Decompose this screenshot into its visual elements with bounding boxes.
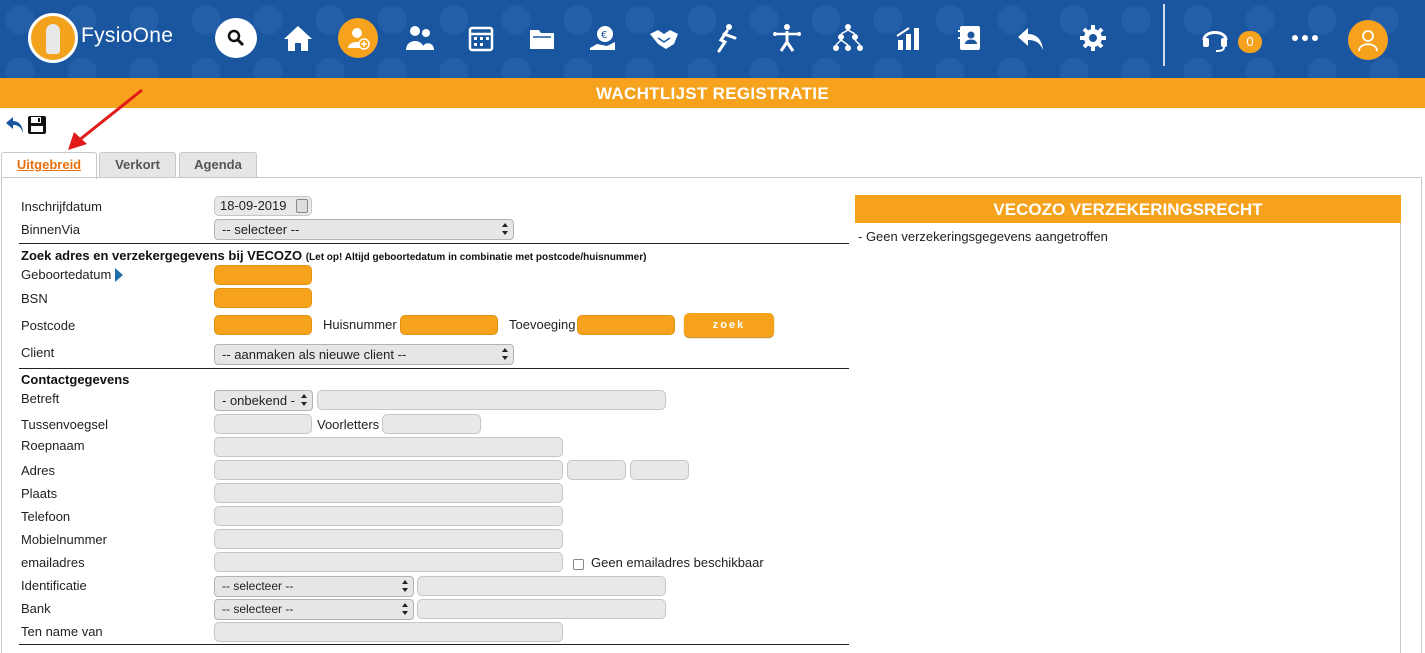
select-arrows-icon bbox=[301, 394, 307, 406]
chart-icon[interactable] bbox=[888, 18, 930, 58]
nav-divider bbox=[1163, 4, 1165, 66]
binnenvia-label: BinnenVia bbox=[21, 222, 81, 237]
identificatie-nummer-input[interactable] bbox=[417, 576, 666, 596]
geen-email-label: Geen emailadres beschikbaar bbox=[591, 555, 764, 570]
handshake-icon[interactable] bbox=[643, 18, 685, 58]
client-label: Client bbox=[21, 345, 55, 360]
bank-label: Bank bbox=[21, 601, 51, 616]
vecozo-message: - Geen verzekeringsgegevens aangetroffen bbox=[858, 229, 1108, 244]
contact-section-title: Contactgegevens bbox=[21, 372, 130, 387]
identificatie-label: Identificatie bbox=[21, 578, 87, 593]
training-icon[interactable] bbox=[766, 18, 808, 58]
headset-icon[interactable] bbox=[1194, 18, 1236, 58]
adres-toevoeging-input[interactable] bbox=[630, 460, 689, 480]
adres-huisnummer-input[interactable] bbox=[567, 460, 626, 480]
ten-name-van-label: Ten name van bbox=[21, 624, 103, 639]
select-arrows-icon bbox=[402, 580, 408, 592]
inschrijfdatum-field[interactable] bbox=[214, 196, 312, 216]
home-icon[interactable] bbox=[277, 18, 319, 58]
bank-value: -- selecteer -- bbox=[222, 602, 294, 616]
zoek-section-heading: Zoek adres en verzekergegevens bij VECOZO bbox=[21, 248, 303, 263]
binnenvia-value: -- selecteer -- bbox=[222, 222, 300, 237]
zoek-button[interactable]: zoek bbox=[684, 313, 774, 337]
geen-email-checkbox[interactable] bbox=[573, 559, 584, 570]
plaats-label: Plaats bbox=[21, 486, 58, 501]
emailadres-input[interactable] bbox=[214, 552, 563, 572]
zoek-section-note: (Let op! Altijd geboortedatum in combinatie met postcode/huisnummer) bbox=[305, 252, 647, 263]
binnenvia-select[interactable] bbox=[214, 219, 514, 240]
tussenvoegsel-input[interactable] bbox=[214, 414, 312, 434]
tab-verkort[interactable]: Verkort bbox=[99, 152, 176, 178]
toevoeging-input[interactable] bbox=[577, 315, 675, 335]
bsn-input[interactable] bbox=[214, 288, 312, 308]
inschrijfdatum-label: Inschrijfdatum bbox=[21, 199, 102, 214]
betreft-label: Betreft bbox=[21, 391, 60, 406]
tab-uitgebreid[interactable]: Uitgebreid bbox=[1, 152, 97, 179]
toevoeging-label: Toevoeging bbox=[509, 317, 576, 332]
section-divider bbox=[19, 644, 849, 645]
geboortedatum-input[interactable] bbox=[214, 265, 312, 285]
client-select[interactable] bbox=[214, 344, 514, 365]
expand-triangle-icon[interactable] bbox=[115, 268, 123, 282]
adres-input[interactable] bbox=[214, 460, 563, 480]
voorletters-input[interactable] bbox=[382, 414, 481, 434]
app-name[interactable]: FysioOne bbox=[81, 24, 174, 47]
emailadres-label: emailadres bbox=[21, 555, 85, 570]
date-picker-icon[interactable] bbox=[296, 199, 308, 213]
select-arrows-icon bbox=[502, 348, 508, 360]
select-arrows-icon bbox=[502, 223, 508, 235]
identificatie-value: -- selecteer -- bbox=[222, 579, 294, 593]
select-arrows-icon bbox=[402, 603, 408, 615]
huisnummer-input[interactable] bbox=[400, 315, 498, 335]
calendar-icon[interactable] bbox=[460, 18, 502, 58]
achternaam-input[interactable] bbox=[317, 390, 666, 410]
vecozo-panel-border bbox=[1400, 223, 1401, 653]
save-icon[interactable] bbox=[26, 114, 48, 136]
telefoon-input[interactable] bbox=[214, 506, 563, 526]
add-client-icon[interactable] bbox=[338, 18, 378, 58]
logo-icon[interactable] bbox=[28, 13, 78, 63]
tussenvoegsel-label: Tussenvoegsel bbox=[21, 417, 108, 432]
folder-icon[interactable] bbox=[521, 18, 563, 58]
back-icon[interactable] bbox=[1010, 18, 1052, 58]
svg-text:€: € bbox=[601, 30, 608, 41]
search-icon[interactable] bbox=[215, 18, 257, 58]
adres-label: Adres bbox=[21, 463, 55, 478]
top-navigation bbox=[0, 0, 1425, 78]
address-book-icon[interactable] bbox=[949, 18, 991, 58]
vecozo-title: VECOZO VERZEKERINGSRECHT bbox=[855, 195, 1401, 223]
bsn-label: BSN bbox=[21, 291, 48, 306]
roepnaam-label: Roepnaam bbox=[21, 438, 85, 453]
inschrijfdatum-value: 18-09-2019 bbox=[220, 198, 287, 213]
mobielnummer-input[interactable] bbox=[214, 529, 563, 549]
zoek-section-title bbox=[21, 248, 646, 263]
section-divider bbox=[19, 368, 849, 369]
tab-agenda[interactable]: Agenda bbox=[179, 152, 257, 178]
clients-icon[interactable] bbox=[399, 18, 441, 58]
postcode-label: Postcode bbox=[21, 318, 76, 333]
roepnaam-input[interactable] bbox=[214, 437, 563, 457]
voorletters-label: Voorletters bbox=[317, 417, 380, 432]
plaats-input[interactable] bbox=[214, 483, 563, 503]
postcode-input[interactable] bbox=[214, 315, 312, 335]
finance-icon[interactable] bbox=[582, 18, 624, 58]
notification-badge[interactable]: 0 bbox=[1238, 31, 1262, 53]
bank-nummer-input[interactable] bbox=[417, 599, 666, 619]
client-value: -- aanmaken als nieuwe client -- bbox=[222, 347, 407, 362]
ten-name-van-input[interactable] bbox=[214, 622, 563, 642]
identificatie-select[interactable] bbox=[214, 576, 414, 597]
betreft-select[interactable] bbox=[214, 390, 313, 411]
exercise-icon[interactable] bbox=[704, 18, 746, 58]
betreft-value: - onbekend - bbox=[222, 393, 295, 408]
settings-icon[interactable] bbox=[1072, 18, 1114, 58]
section-divider bbox=[19, 243, 849, 244]
user-avatar-icon[interactable] bbox=[1348, 20, 1388, 60]
telefoon-label: Telefoon bbox=[21, 509, 71, 524]
mobielnummer-label: Mobielnummer bbox=[21, 532, 107, 547]
page-title: WACHTLIJST REGISTRATIE bbox=[0, 78, 1425, 108]
more-icon[interactable] bbox=[1284, 18, 1326, 58]
huisnummer-label: Huisnummer bbox=[323, 317, 397, 332]
bank-select[interactable] bbox=[214, 599, 414, 620]
organization-icon[interactable] bbox=[827, 18, 869, 58]
geboortedatum-label: Geboortedatum bbox=[21, 267, 112, 282]
undo-back-icon[interactable] bbox=[4, 114, 26, 136]
